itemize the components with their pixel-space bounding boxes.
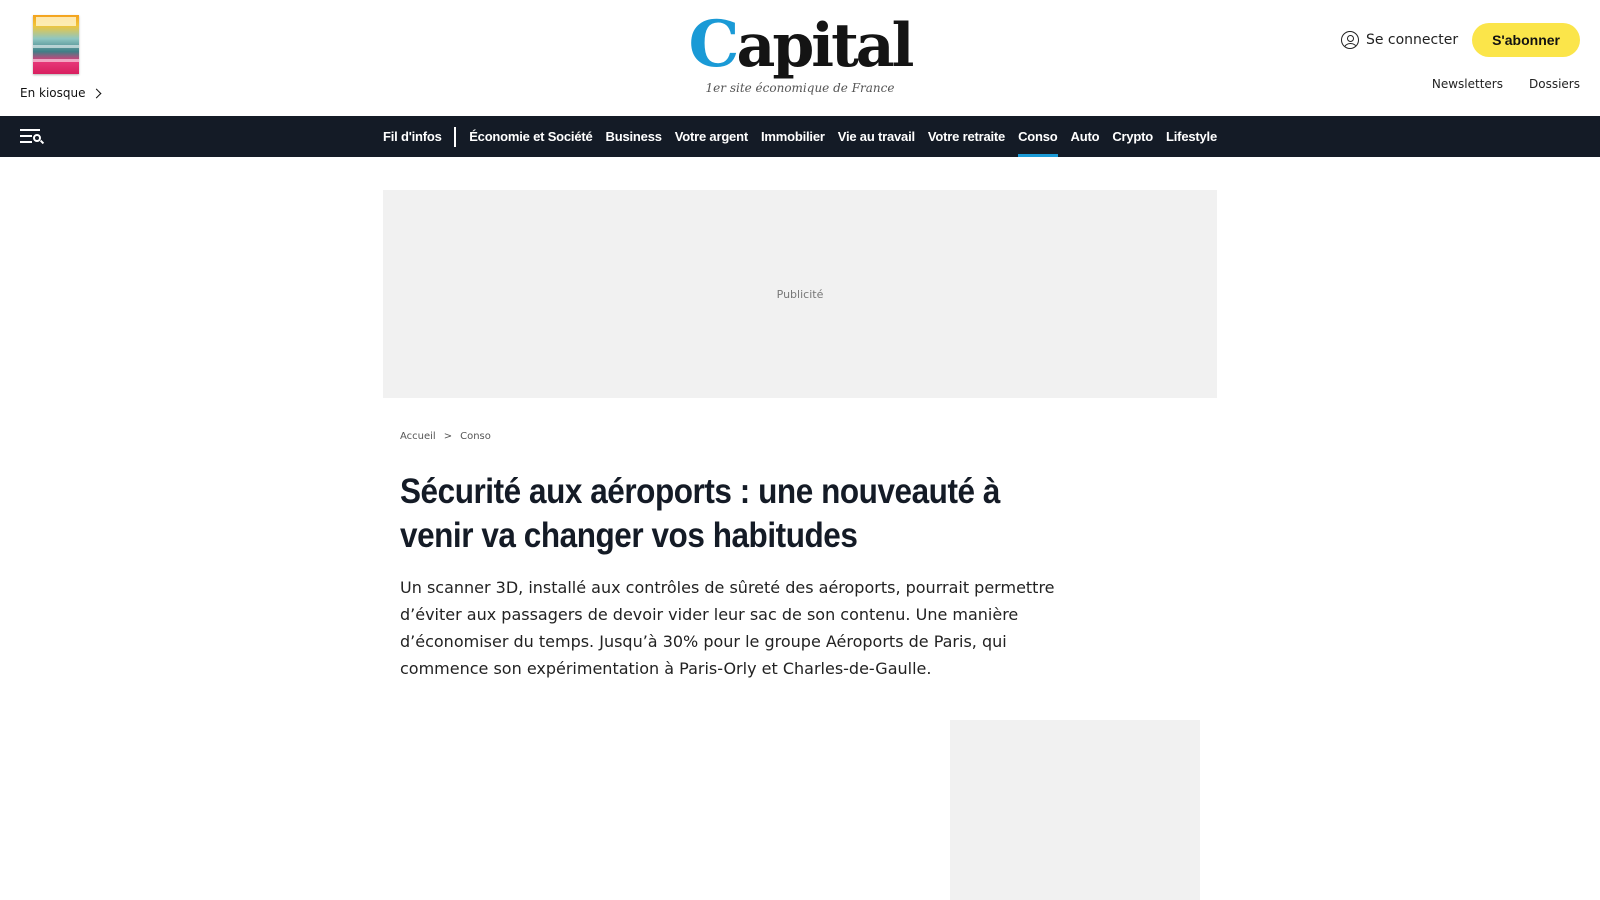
- ad-banner[interactable]: [383, 190, 1217, 398]
- breadcrumb-current[interactable]: Conso: [460, 431, 491, 442]
- user-icon: [1341, 31, 1359, 49]
- nav-item-vie-au-travail[interactable]: Vie au travail: [837, 129, 915, 144]
- breadcrumb-separator: >: [443, 431, 453, 442]
- site-header: [0, 0, 1600, 116]
- nav-item-lifestyle[interactable]: Lifestyle: [1166, 129, 1217, 144]
- nav-item-fil-infos[interactable]: Fil d'infos: [383, 129, 442, 144]
- breadcrumb: [400, 431, 491, 442]
- dossiers-link[interactable]: Dossiers: [1529, 77, 1580, 91]
- nav-items: [0, 116, 1600, 157]
- account-area: [1341, 23, 1580, 57]
- nav-item-business[interactable]: Business: [605, 129, 662, 144]
- login-button[interactable]: [1341, 31, 1458, 49]
- nav-item-conso[interactable]: Conso: [1018, 116, 1057, 157]
- top-links: [1406, 77, 1580, 91]
- main-nav: [0, 116, 1600, 157]
- logo-rest: apital: [736, 11, 912, 81]
- kiosk-link-label: En kiosque: [20, 86, 86, 100]
- nav-divider: [454, 127, 456, 147]
- newsletters-link[interactable]: Newsletters: [1431, 77, 1503, 91]
- article-title: Sécurité aux aéroports : une nouveauté à venir va changer vos habitudes: [400, 472, 1000, 555]
- article-lead: Un scanner 3D, installé aux contrôles de sûreté des aéroports, pourrait permettre d’éviter aux passagers de devoir vider leur sac de son contenu. Une manière d’économiser du temps. Jusqu’à 30% pour le groupe Aéroports de Paris, qui commence son expérimentation à Paris-Orly et Charles-de-Gaulle.: [400, 578, 1055, 678]
- nav-item-immobilier[interactable]: Immobilier: [760, 129, 825, 144]
- breadcrumb-home[interactable]: Accueil: [400, 431, 436, 442]
- login-label: Se connecter: [1365, 32, 1459, 48]
- site-tagline: 1er site économique de France: [705, 81, 895, 95]
- nav-item-votre-argent[interactable]: Votre argent: [674, 129, 748, 144]
- nav-item-auto[interactable]: Auto: [1070, 129, 1100, 144]
- nav-item-economie-societe[interactable]: Économie et Société: [469, 129, 593, 144]
- subscribe-button[interactable]: S'abonner: [1472, 23, 1580, 57]
- nav-item-votre-retraite[interactable]: Votre retraite: [927, 129, 1006, 144]
- ad-label: Publicité: [776, 287, 824, 301]
- side-ad-placeholder[interactable]: [950, 720, 1200, 900]
- logo-first-letter: C: [688, 7, 737, 82]
- nav-item-crypto[interactable]: Crypto: [1112, 129, 1154, 144]
